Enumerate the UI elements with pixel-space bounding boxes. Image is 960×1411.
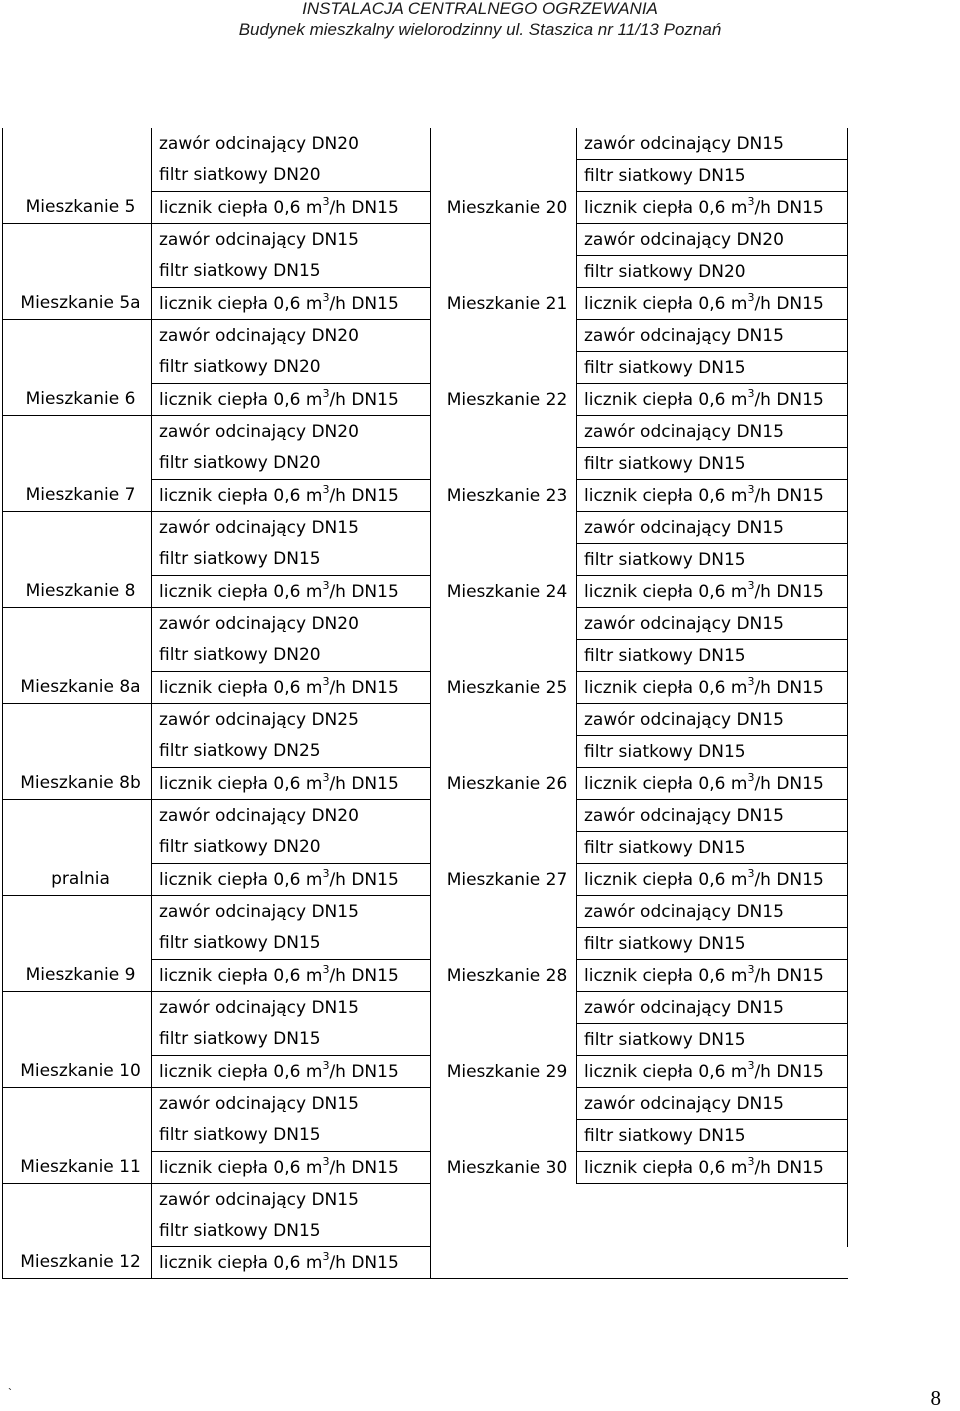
meter-cell bbox=[577, 768, 848, 800]
apartment-name: Mieszkanie 7 bbox=[3, 480, 152, 512]
meter-exponent: 3 bbox=[747, 578, 755, 592]
table-row bbox=[3, 416, 848, 448]
meter-cell bbox=[577, 288, 848, 320]
meter-exponent: 3 bbox=[322, 674, 330, 688]
table-row bbox=[3, 736, 848, 768]
meter-label: licznik ciepła 0,6 m bbox=[584, 197, 748, 218]
meter-label: licznik ciepła 0,6 m bbox=[159, 581, 323, 602]
page-number: 8 bbox=[930, 1386, 941, 1410]
filter-cell: filtr siatkowy DN15 bbox=[577, 352, 848, 384]
meter-exponent: 3 bbox=[747, 1154, 755, 1168]
apartment-name: pralnia bbox=[3, 864, 152, 896]
table-row bbox=[3, 1024, 848, 1056]
table-row bbox=[3, 1152, 848, 1184]
meter-unit: /h DN15 bbox=[754, 581, 824, 602]
meter-unit: /h DN15 bbox=[329, 293, 399, 314]
table-row bbox=[3, 352, 848, 384]
meter-exponent: 3 bbox=[747, 962, 755, 976]
valve-cell: zawór odcinający DN15 bbox=[152, 1088, 431, 1120]
filter-cell: filtr siatkowy DN20 bbox=[152, 640, 431, 672]
filter-cell: filtr siatkowy DN15 bbox=[577, 544, 848, 576]
table-row bbox=[3, 1247, 848, 1279]
meter-exponent: 3 bbox=[747, 1058, 755, 1072]
meter-exponent: 3 bbox=[322, 482, 330, 496]
filter-cell: filtr siatkowy DN15 bbox=[152, 544, 431, 576]
table-row bbox=[3, 640, 848, 672]
meter-label: licznik ciepła 0,6 m bbox=[159, 869, 323, 890]
document-header-subtitle: Budynek mieszkalny wielorodzinny ul. Staszica nr 11/13 Poznań bbox=[238, 20, 722, 39]
valve-cell: zawór odcinający DN20 bbox=[152, 128, 431, 160]
document-header-title: INSTALACJA CENTRALNEGO OGRZEWANIA bbox=[302, 0, 658, 18]
valve-cell: zawór odcinający DN20 bbox=[152, 800, 431, 832]
meter-label: licznik ciepła 0,6 m bbox=[159, 1252, 323, 1273]
meter-unit: /h DN15 bbox=[329, 197, 399, 218]
meter-cell bbox=[577, 192, 848, 224]
meter-cell bbox=[152, 384, 431, 416]
meter-cell bbox=[152, 672, 431, 704]
table-row bbox=[3, 544, 848, 576]
valve-cell: zawór odcinający DN15 bbox=[152, 224, 431, 256]
filter-cell: filtr siatkowy DN15 bbox=[577, 832, 848, 864]
apartment-name: Mieszkanie 21 bbox=[431, 288, 577, 320]
valve-cell: zawór odcinający DN15 bbox=[577, 608, 848, 640]
meter-unit: /h DN15 bbox=[754, 965, 824, 986]
meter-unit: /h DN15 bbox=[754, 485, 824, 506]
table-row bbox=[3, 512, 848, 544]
meter-unit: /h DN15 bbox=[754, 1061, 824, 1082]
meter-unit: /h DN15 bbox=[329, 1061, 399, 1082]
apartment-name: Mieszkanie 20 bbox=[431, 192, 577, 224]
table-row bbox=[3, 768, 848, 800]
valve-cell: zawór odcinający DN20 bbox=[152, 416, 431, 448]
meter-unit: /h DN15 bbox=[754, 869, 824, 890]
meter-label: licznik ciepła 0,6 m bbox=[584, 581, 748, 602]
table-row bbox=[3, 128, 848, 160]
valve-cell: zawór odcinający DN20 bbox=[152, 608, 431, 640]
filter-cell: filtr siatkowy DN20 bbox=[152, 352, 431, 384]
meter-exponent: 3 bbox=[747, 482, 755, 496]
meter-unit: /h DN15 bbox=[754, 677, 824, 698]
meter-unit: /h DN15 bbox=[329, 677, 399, 698]
apartment-name: Mieszkanie 5a bbox=[3, 288, 152, 320]
valve-cell: zawór odcinający DN25 bbox=[152, 704, 431, 736]
valve-cell: zawór odcinający DN15 bbox=[152, 992, 431, 1024]
table-row bbox=[3, 832, 848, 864]
table-row bbox=[3, 992, 848, 1024]
apartment-name: Mieszkanie 6 bbox=[3, 384, 152, 416]
table-row bbox=[3, 864, 848, 896]
valve-cell: zawór odcinający DN20 bbox=[577, 224, 848, 256]
meter-label: licznik ciepła 0,6 m bbox=[584, 869, 748, 890]
apartment-name: Mieszkanie 11 bbox=[3, 1152, 152, 1184]
valve-cell: zawór odcinający DN15 bbox=[577, 704, 848, 736]
apartment-name: Mieszkanie 28 bbox=[431, 960, 577, 992]
table-row bbox=[3, 576, 848, 608]
meter-label: licznik ciepła 0,6 m bbox=[159, 197, 323, 218]
valve-cell: zawór odcinający DN15 bbox=[577, 320, 848, 352]
meter-label: licznik ciepła 0,6 m bbox=[159, 773, 323, 794]
table-row bbox=[3, 896, 848, 928]
apartment-name: Mieszkanie 24 bbox=[431, 576, 577, 608]
valve-cell: zawór odcinający DN15 bbox=[577, 800, 848, 832]
apartment-name: Mieszkanie 22 bbox=[431, 384, 577, 416]
apartment-name: Mieszkanie 10 bbox=[3, 1056, 152, 1088]
equipment-table bbox=[2, 128, 848, 1279]
valve-cell: zawór odcinający DN15 bbox=[152, 512, 431, 544]
table-row bbox=[3, 1056, 848, 1088]
meter-cell bbox=[577, 480, 848, 512]
meter-label: licznik ciepła 0,6 m bbox=[159, 293, 323, 314]
meter-exponent: 3 bbox=[322, 1058, 330, 1072]
meter-unit: /h DN15 bbox=[329, 581, 399, 602]
meter-exponent: 3 bbox=[322, 962, 330, 976]
filter-cell: filtr siatkowy DN15 bbox=[577, 640, 848, 672]
meter-unit: /h DN15 bbox=[754, 293, 824, 314]
meter-label: licznik ciepła 0,6 m bbox=[584, 389, 748, 410]
meter-unit: /h DN15 bbox=[329, 1252, 399, 1273]
meter-label: licznik ciepła 0,6 m bbox=[159, 1061, 323, 1082]
meter-exponent: 3 bbox=[322, 578, 330, 592]
apartment-name: Mieszkanie 8 bbox=[3, 576, 152, 608]
meter-exponent: 3 bbox=[747, 386, 755, 400]
meter-exponent: 3 bbox=[322, 194, 330, 208]
filter-cell: filtr siatkowy DN25 bbox=[152, 736, 431, 768]
table-row bbox=[3, 1184, 848, 1216]
meter-label: licznik ciepła 0,6 m bbox=[584, 677, 748, 698]
meter-unit: /h DN15 bbox=[329, 965, 399, 986]
table-row bbox=[3, 480, 848, 512]
apartment-name: Mieszkanie 25 bbox=[431, 672, 577, 704]
filter-cell: filtr siatkowy DN15 bbox=[152, 1120, 431, 1152]
meter-cell bbox=[152, 960, 431, 992]
apartment-name: Mieszkanie 27 bbox=[431, 864, 577, 896]
table-row bbox=[3, 1215, 848, 1247]
meter-unit: /h DN15 bbox=[329, 389, 399, 410]
apartment-name: Mieszkanie 5 bbox=[3, 192, 152, 224]
meter-cell bbox=[577, 1056, 848, 1088]
apartment-name: Mieszkanie 8b bbox=[3, 768, 152, 800]
meter-cell bbox=[577, 384, 848, 416]
meter-label: licznik ciepła 0,6 m bbox=[584, 293, 748, 314]
meter-cell bbox=[577, 672, 848, 704]
table-row bbox=[3, 192, 848, 224]
meter-label: licznik ciepła 0,6 m bbox=[159, 485, 323, 506]
meter-exponent: 3 bbox=[322, 1154, 330, 1168]
meter-exponent: 3 bbox=[747, 674, 755, 688]
meter-exponent: 3 bbox=[747, 866, 755, 880]
meter-exponent: 3 bbox=[322, 386, 330, 400]
meter-exponent: 3 bbox=[322, 770, 330, 784]
apartment-name: Mieszkanie 29 bbox=[431, 1056, 577, 1088]
meter-cell bbox=[152, 864, 431, 896]
valve-cell: zawór odcinający DN15 bbox=[577, 512, 848, 544]
filter-cell: filtr siatkowy DN15 bbox=[152, 256, 431, 288]
meter-cell bbox=[577, 1152, 848, 1184]
filter-cell: filtr siatkowy DN20 bbox=[152, 832, 431, 864]
table-row bbox=[3, 608, 848, 640]
meter-cell bbox=[152, 192, 431, 224]
table-row bbox=[3, 960, 848, 992]
valve-cell: zawór odcinający DN15 bbox=[152, 896, 431, 928]
meter-label: licznik ciepła 0,6 m bbox=[159, 677, 323, 698]
meter-label: licznik ciepła 0,6 m bbox=[584, 773, 748, 794]
meter-unit: /h DN15 bbox=[329, 773, 399, 794]
meter-exponent: 3 bbox=[747, 194, 755, 208]
table-row bbox=[3, 160, 848, 192]
valve-cell: zawór odcinający DN15 bbox=[577, 896, 848, 928]
table-row bbox=[3, 704, 848, 736]
meter-cell bbox=[152, 1056, 431, 1088]
meter-unit: /h DN15 bbox=[754, 773, 824, 794]
meter-cell bbox=[152, 480, 431, 512]
table-row bbox=[3, 384, 848, 416]
meter-unit: /h DN15 bbox=[329, 869, 399, 890]
valve-cell: zawór odcinający DN15 bbox=[577, 1088, 848, 1120]
valve-cell: zawór odcinający DN15 bbox=[152, 1184, 431, 1216]
meter-unit: /h DN15 bbox=[754, 197, 824, 218]
meter-unit: /h DN15 bbox=[754, 1157, 824, 1178]
filter-cell: filtr siatkowy DN15 bbox=[577, 448, 848, 480]
filter-cell: filtr siatkowy DN15 bbox=[152, 928, 431, 960]
meter-label: licznik ciepła 0,6 m bbox=[584, 965, 748, 986]
table-row bbox=[3, 448, 848, 480]
meter-label: licznik ciepła 0,6 m bbox=[584, 1157, 748, 1178]
meter-cell bbox=[152, 1247, 431, 1279]
valve-cell: zawór odcinający DN20 bbox=[152, 320, 431, 352]
meter-exponent: 3 bbox=[322, 290, 330, 304]
table-row bbox=[3, 320, 848, 352]
apartment-name: Mieszkanie 23 bbox=[431, 480, 577, 512]
meter-exponent: 3 bbox=[322, 866, 330, 880]
meter-label: licznik ciepła 0,6 m bbox=[159, 389, 323, 410]
filter-cell: filtr siatkowy DN15 bbox=[577, 736, 848, 768]
table-row bbox=[3, 928, 848, 960]
meter-cell bbox=[577, 864, 848, 896]
filter-cell: filtr siatkowy DN15 bbox=[152, 1215, 431, 1247]
table-row bbox=[3, 672, 848, 704]
meter-exponent: 3 bbox=[322, 1249, 330, 1263]
meter-unit: /h DN15 bbox=[329, 485, 399, 506]
table-row bbox=[3, 800, 848, 832]
filter-cell: filtr siatkowy DN15 bbox=[577, 1120, 848, 1152]
footer-mark: ` bbox=[8, 1386, 12, 1400]
table-row bbox=[3, 224, 848, 256]
apartment-name: Mieszkanie 8a bbox=[3, 672, 152, 704]
apartment-name: Mieszkanie 12 bbox=[3, 1247, 152, 1279]
apartment-name: Mieszkanie 30 bbox=[431, 1152, 577, 1184]
valve-cell: zawór odcinający DN15 bbox=[577, 128, 848, 160]
filter-cell: filtr siatkowy DN20 bbox=[152, 448, 431, 480]
table-row bbox=[3, 288, 848, 320]
meter-exponent: 3 bbox=[747, 290, 755, 304]
meter-exponent: 3 bbox=[747, 770, 755, 784]
filter-cell: filtr siatkowy DN20 bbox=[577, 256, 848, 288]
filter-cell: filtr siatkowy DN15 bbox=[577, 160, 848, 192]
meter-unit: /h DN15 bbox=[754, 389, 824, 410]
filter-cell: filtr siatkowy DN15 bbox=[577, 1024, 848, 1056]
apartment-name: Mieszkanie 9 bbox=[3, 960, 152, 992]
meter-cell bbox=[577, 960, 848, 992]
filter-cell: filtr siatkowy DN15 bbox=[577, 928, 848, 960]
filter-cell: filtr siatkowy DN20 bbox=[152, 160, 431, 192]
valve-cell: zawór odcinający DN15 bbox=[577, 992, 848, 1024]
meter-cell bbox=[577, 576, 848, 608]
meter-cell bbox=[152, 768, 431, 800]
meter-label: licznik ciepła 0,6 m bbox=[159, 1157, 323, 1178]
meter-cell bbox=[152, 288, 431, 320]
apartment-name: Mieszkanie 26 bbox=[431, 768, 577, 800]
meter-cell bbox=[152, 1152, 431, 1184]
table-row bbox=[3, 1088, 848, 1120]
filter-cell: filtr siatkowy DN15 bbox=[152, 1024, 431, 1056]
meter-unit: /h DN15 bbox=[329, 1157, 399, 1178]
table-row bbox=[3, 1120, 848, 1152]
meter-label: licznik ciepła 0,6 m bbox=[584, 1061, 748, 1082]
valve-cell: zawór odcinający DN15 bbox=[577, 416, 848, 448]
meter-cell bbox=[152, 576, 431, 608]
meter-label: licznik ciepła 0,6 m bbox=[584, 485, 748, 506]
meter-label: licznik ciepła 0,6 m bbox=[159, 965, 323, 986]
table-row bbox=[3, 256, 848, 288]
